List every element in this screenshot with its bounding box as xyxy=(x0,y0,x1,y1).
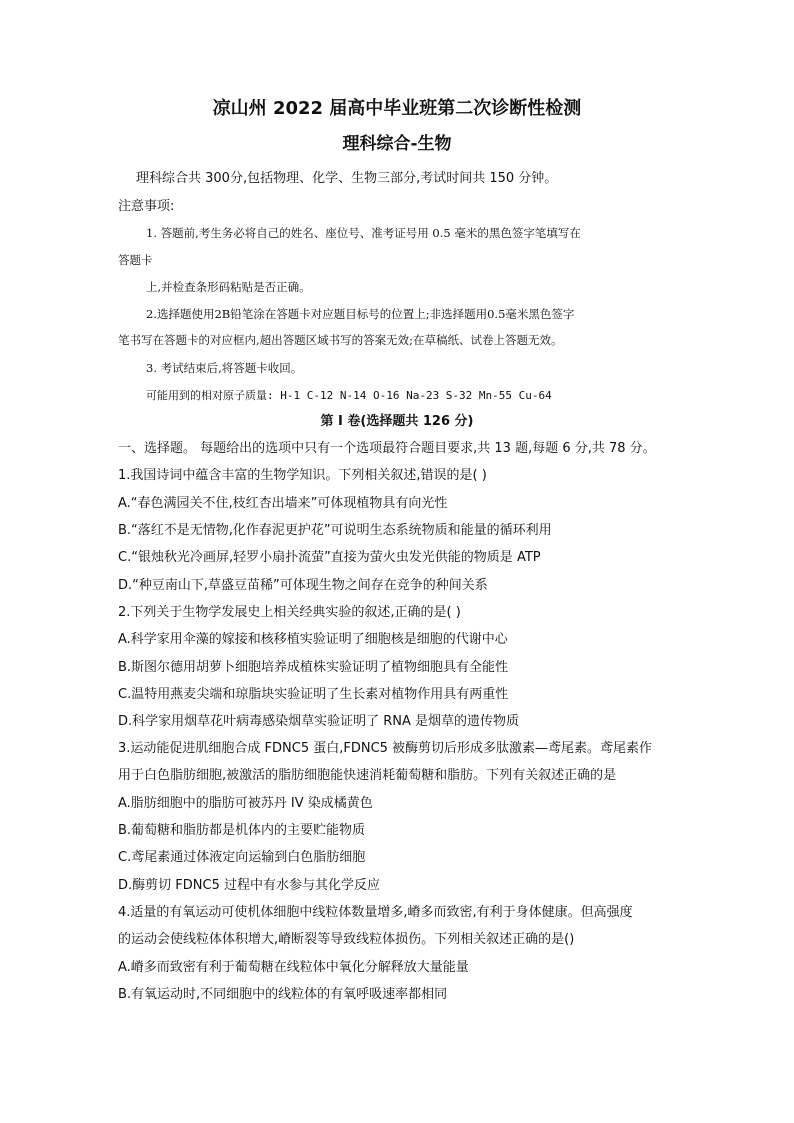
section-title: 第 I 卷(选择题共 126 分) xyxy=(320,414,474,429)
question-4-option-b: B.有氧运动时,不同细胞中的线粒体的有氧呼吸速率都相同 xyxy=(118,987,448,1002)
question-2-option-c: C.温特用燕麦尖端和琼脂块实验证明了生长素对植物作用具有两重性 xyxy=(118,687,509,702)
question-3-option-c: C.鸢尾素通过体液定向运输到白色脂肪细胞 xyxy=(118,850,366,865)
notice-item-1-cont2: 上,并检查条形码粘贴是否正确。 xyxy=(146,280,311,294)
question-3-stem: 3.运动能促进肌细胞合成 FDNC5 蛋白,FDNC5 被酶剪切后形成多肽激素—鸢尾素。鸢尾素作 xyxy=(118,741,653,756)
question-1-stem: 1.我国诗词中蕴含丰富的生物学知识。下列相关叙述,错误的是( ) xyxy=(118,468,487,483)
notice-item-2-cont: 笔书写在答题卡的对应框内,超出答题区域书写的答案无效;在草稿纸、试卷上答题无效。 xyxy=(118,333,563,347)
question-4-stem: 4.适量的有氧运动可使机体细胞中线粒体数量增多,嵴多而致密,有利于身体健康。但高强度 xyxy=(118,905,633,920)
question-2-option-a: A.科学家用伞藻的嫁接和核移植实验证明了细胞核是细胞的代谢中心 xyxy=(118,632,508,647)
intro-line: 理科综合共 300分,包括物理、化学、生物三部分,考试时间共 150 分钟。 xyxy=(136,171,558,186)
notice-item-1: 1. 答题前,考生务必将自己的姓名、座位号、准考证号用 0.5 毫米的黑色签字笔填写在 xyxy=(146,226,581,240)
question-4-option-a: A.嵴多而致密有利于葡萄糖在线粒体中氧化分解释放大量能量 xyxy=(118,960,469,975)
question-2-stem: 2.下列关于生物学发展史上相关经典实验的叙述,正确的是( ) xyxy=(118,605,461,620)
question-3-option-b: B.葡萄糖和脂肪都是机体内的主要贮能物质 xyxy=(118,823,366,838)
question-1-option-a: A.“春色满园关不住,枝红杏出墙来”可体现植物具有向光性 xyxy=(118,496,448,511)
notice-item-3: 3. 考试结束后,将答题卡收回。 xyxy=(146,361,303,375)
section-instructions: 一、选择题。 每题给出的选项中只有一个选项最符合题目要求,共 13 题,每题 6 分,共 78 分。 xyxy=(118,441,656,456)
question-4-stem-cont: 的运动会使线粒体体积增大,嵴断裂等导致线粒体损伤。下列相关叙述正确的是() xyxy=(118,932,575,947)
notice-label: 注意事项: xyxy=(118,199,175,214)
question-3-stem-cont: 用于白色脂肪细胞,被激活的脂肪细胞能快速消耗葡萄糖和脂肪。下列有关叙述正确的是 xyxy=(118,768,617,783)
question-2-option-b: B.斯图尔德用胡萝卜细胞培养成植株实验证明了植物细胞具有全能性 xyxy=(118,660,509,675)
question-1-option-c: C.“银烛秋光冷画屏,轻罗小扇扑流萤”直接为萤火虫发光供能的物质是 ATP xyxy=(118,550,541,565)
notice-item-1-cont: 答题卡 xyxy=(118,253,153,267)
exam-title: 凉山州 2022 届高中毕业班第二次诊断性检测 xyxy=(212,98,582,119)
question-3-option-a: A.脂肪细胞中的脂肪可被苏丹 IV 染成橘黄色 xyxy=(118,796,373,811)
atomic-masses: 可能用到的相对原子质量: H-1 C-12 N-14 O-16 Na-23 S-32 Mn-55 Cu-64 xyxy=(146,389,552,402)
question-1-option-d: D.“种豆南山下,草盛豆苗稀”可体现生物之间存在竞争的种间关系 xyxy=(118,578,488,593)
question-2-option-d: D.科学家用烟草花叶病毒感染烟草实验证明了 RNA 是烟草的遗传物质 xyxy=(118,714,520,729)
notice-item-2: 2.选择题使用2B铅笔涂在答题卡对应题目标号的位置上;非选择题用0.5毫米黑色签字 xyxy=(146,307,575,321)
question-1-option-b: B.“落红不是无情物,化作春泥更护花”可说明生态系统物质和能量的循环利用 xyxy=(118,523,552,538)
exam-subtitle: 理科综合-生物 xyxy=(342,134,452,154)
question-3-option-d: D.酶剪切 FDNC5 过程中有水参与其化学反应 xyxy=(118,878,380,893)
